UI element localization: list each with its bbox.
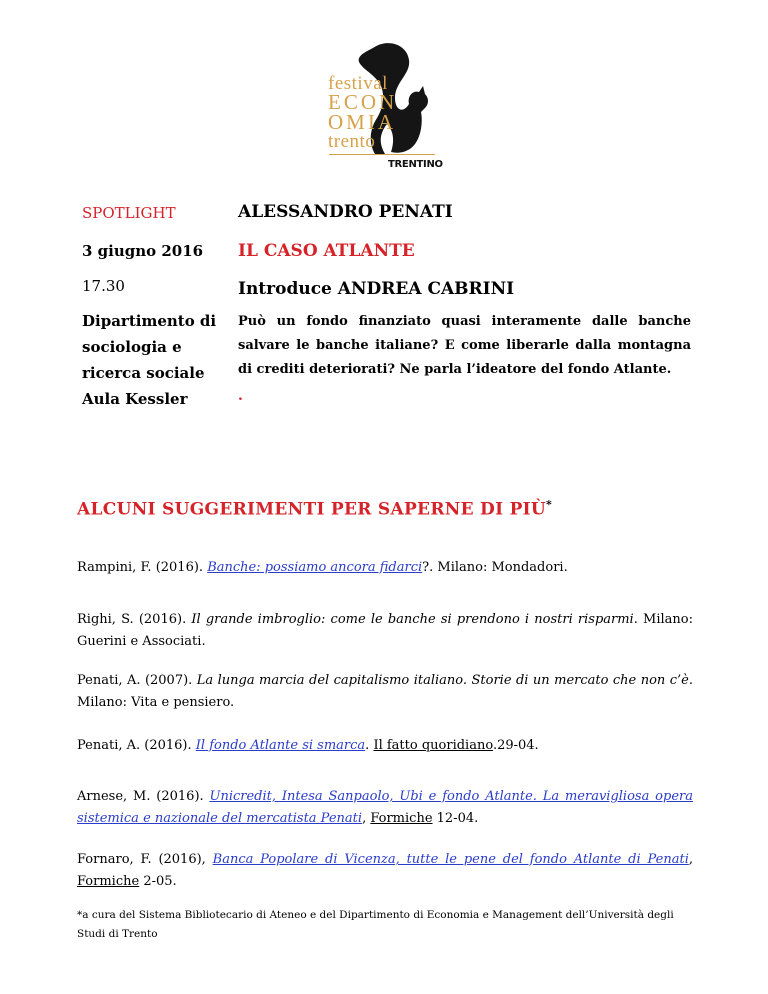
ref-link[interactable]: Banche: possiamo ancora fidarci [207, 560, 423, 575]
red-dot: . [238, 388, 243, 404]
ref-author: Penati, A. (2007). [77, 673, 197, 688]
logo-word-festival: festival [328, 73, 388, 94]
event-time: 17.30 [82, 277, 125, 295]
ref-link[interactable]: Banca Popolare di Vicenza, tutte le pene del fondo Atlante di Penati [212, 852, 689, 867]
event-category: SPOTLIGHT [82, 204, 176, 222]
ref-author: Penati, A. (2016). [77, 738, 196, 753]
section-heading-text: ALCUNI SUGGERIMENTI PER SAPERNE DI PIÙ [77, 499, 547, 520]
reference-item [77, 786, 693, 830]
ref-publisher: ?. Milano: Mondadori. [422, 560, 568, 575]
reference-item [77, 557, 693, 579]
ref-publisher: . Milano: Guerini e Associati. [77, 612, 693, 649]
festival-logo [325, 40, 441, 175]
event-location [82, 308, 222, 412]
ref-source: Formiche [370, 811, 433, 826]
ref-source: Formiche [77, 874, 140, 889]
ref-date: 2-05. [139, 874, 177, 889]
ref-author: Fornaro, F. (2016), [77, 852, 213, 867]
logo-word-trento: trento [328, 131, 376, 152]
section-heading [77, 498, 552, 520]
ref-date: .29-04. [492, 738, 539, 753]
ref-title: Il grande imbroglio: come le banche si prendono i nostri risparmi [191, 612, 634, 627]
footnote: *a cura del Sistema Bibliotecario di Ateneo e del Dipartimento di Economia e Management dell’Università degli Studi di Trento [77, 909, 674, 940]
ref-separator: . [365, 738, 374, 753]
ref-title: La lunga marcia del capitalismo italiano. Storie di un mercato che non c’è. [196, 673, 693, 688]
reference-item [77, 849, 693, 893]
reference-item [77, 670, 693, 714]
ref-separator: , [362, 811, 371, 826]
location-line: Dipartimento di [82, 312, 217, 330]
ref-separator: , [688, 852, 693, 867]
location-line: Aula Kessler [82, 390, 188, 408]
speaker-name: ALESSANDRO PENATI [238, 202, 453, 222]
event-title: IL CASO ATLANTE [238, 241, 415, 261]
reference-item [77, 609, 693, 653]
ref-author: Rampini, F. (2016). [77, 560, 208, 575]
logo-divider [329, 154, 435, 155]
ref-author: Arnese, M. (2016). [77, 789, 210, 804]
event-introducer: Introduce ANDREA CABRINI [238, 279, 515, 299]
event-date: 3 giugno 2016 [82, 242, 204, 260]
ref-date: 12-04. [432, 811, 479, 826]
location-line: ricerca sociale [82, 364, 205, 382]
section-heading-mark: * [546, 498, 553, 511]
reference-item [77, 735, 693, 757]
ref-link[interactable]: Unicredit, Intesa Sanpaolo, Ubi e fondo Atlante. La meravigliosa opera sistemica e nazionale del mercatista Penati [77, 789, 693, 826]
ref-author: Righi, S. (2016). [77, 612, 192, 627]
ref-source: Il fatto quoridiano [373, 738, 493, 753]
logo-word-omia: OMIA [328, 110, 396, 134]
location-line: sociologia e [82, 338, 182, 356]
event-description: Può un fondo finanziato quasi interamente dalle banche salvare le banche italiane? E come liberarle dalla montagna di crediti deteriorati? Ne parla l’ideatore del fondo Atlante. [238, 314, 691, 377]
logo-word-econ: ECON [328, 90, 398, 114]
trentino-logo: TRENTINO [388, 159, 443, 170]
ref-publisher: Milano: Vita e pensiero. [77, 695, 235, 710]
ref-link[interactable]: Il fondo Atlante si smarca [195, 738, 366, 753]
